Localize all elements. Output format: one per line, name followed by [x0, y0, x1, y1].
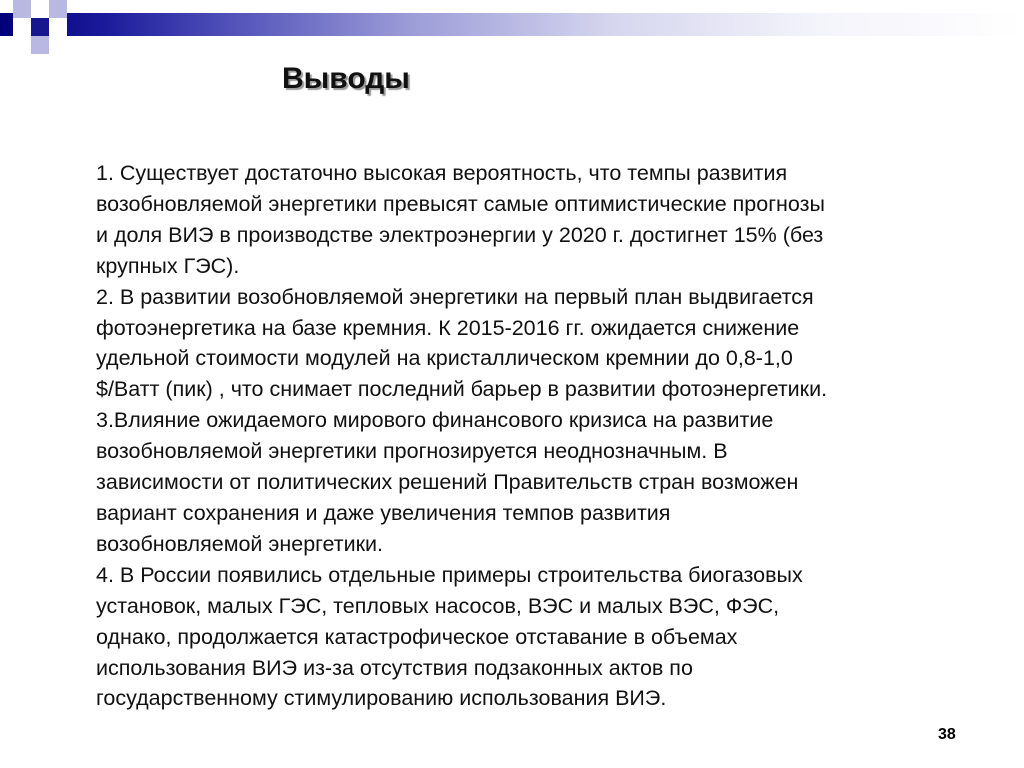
decor-square: [31, 0, 49, 18]
text-line: 4. В России появились отдельные примеры строительства биогазовых: [96, 562, 803, 587]
conclusion-paragraph-2: [96, 282, 976, 406]
text-line: использования ВИЭ из-за отсутствия подзаконных актов по: [96, 655, 693, 680]
conclusions-text: [96, 158, 976, 714]
text-line: зависимости от политических решений Правительств стран возможен: [96, 470, 799, 495]
text-line: удельной стоимости модулей на кристаллическом кремнии до 0,8-1,0: [96, 346, 793, 371]
text-line: однако, продолжается катастрофическое отставание в объемах: [96, 624, 738, 649]
decor-square: [49, 0, 67, 18]
text-line: 2. В развитии возобновляемой энергетики на первый план выдвигается: [96, 284, 814, 309]
text-line: вариант сохранения и даже увеличения темпов развития: [96, 500, 671, 525]
text-line: 3.Влияние ожидаемого мирового финансового кризиса на развитие: [96, 408, 774, 433]
text-line: государственному стимулированию использования ВИЭ.: [96, 686, 667, 711]
decor-square: [31, 18, 49, 36]
text-line: возобновляемой энергетики.: [96, 531, 384, 556]
conclusion-paragraph-3: [96, 405, 976, 560]
decor-square: [13, 0, 31, 18]
header-gradient-bar: [0, 13, 1024, 36]
decor-square: [49, 18, 67, 36]
page-number: 38: [938, 726, 956, 743]
conclusion-paragraph-1: [96, 158, 976, 282]
decor-square: [13, 18, 31, 36]
decor-square: [31, 36, 49, 54]
text-line: 1. Существует достаточно высокая вероятность, что темпы развития: [96, 161, 788, 185]
conclusion-paragraph-4: [96, 560, 976, 715]
text-line: крупных ГЭС).: [96, 253, 240, 278]
text-line: возобновляемой энергетики превысят самые оптимистические прогнозы: [96, 191, 825, 216]
text-line: и доля ВИЭ в производстве электроэнергии у 2020 г. достигнет 15% (без: [96, 222, 824, 247]
text-line: установок, малых ГЭС, тепловых насосов, ВЭС и малых ВЭС, ФЭС,: [96, 593, 780, 618]
slide-title: Выводы: [282, 62, 410, 95]
text-line: возобновляемой энергетики прогнозируется неоднозначным. В: [96, 439, 728, 464]
text-line: $/Ватт (пик) , что снимает последний барьер в развитии фотоэнергетики.: [96, 377, 828, 402]
text-line: фотоэнергетика на базе кремния. К 2015-2016 гг. ожидается снижение: [96, 315, 800, 340]
